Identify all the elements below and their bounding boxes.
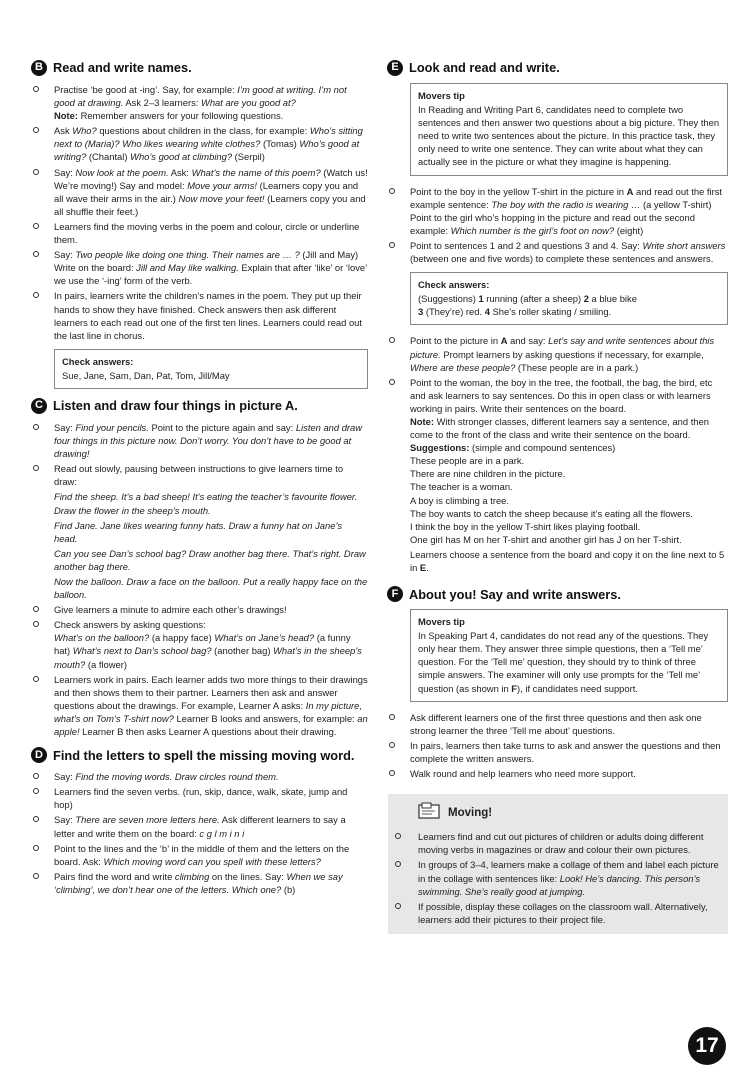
section-d xyxy=(32,747,368,896)
section-c-title: Listen and draw four things in picture A. xyxy=(53,398,298,414)
list-item: Learners find the moving verbs in the poem and colour, circle or underline them. xyxy=(32,220,368,246)
check-answers-box xyxy=(54,349,368,389)
list-item: In groups of 3–4, learners make a collage of them and label each picture in the collage with sentences like: Look! He’s dancing. This person’s swimming. She’s really good at jumping. xyxy=(394,858,722,897)
section-b-title: Read and write names. xyxy=(53,60,192,76)
list-item: Learners find the seven verbs. (run, skip, dance, walk, skate, jump and hop) xyxy=(32,785,368,811)
list-item: Learners work in pairs. Each learner adds two more things to their drawings and then shows them to their partner. Learners then ask and answer questions about the drawings. For example, Learner A asks: In my picture, what’s on Tom’s T-shirt now? Learner B looks and answers, for example: an apple! Learner B then asks Learner A questions about their drawing. xyxy=(32,673,368,738)
list-item: Learners find and cut out pictures of children or adults doing different moving verbs in magazines or draw and colour their own pictures. xyxy=(394,830,722,856)
list-item: Pairs find the word and write climbing on the lines. Say: When we say ‘climbing’, we don’t hear one of the letters. Which one? (b) xyxy=(32,870,368,896)
list-item: Check answers by asking questions: What’s on the balloon? (a happy face) What’s on Jane’s head? (a funny hat) What’s next to Dan’s school bag? (another bag) What’s in the sheep’s mouth? (a flower) xyxy=(32,618,368,670)
box-title: Movers tip xyxy=(418,90,465,101)
project-icon xyxy=(418,802,442,824)
sentence-line: There are nine children in the picture. xyxy=(410,468,566,480)
box-title: Movers tip xyxy=(418,616,465,628)
list-item: Give learners a minute to admire each other’s drawings! xyxy=(32,603,368,616)
instruction-line: Find Jane. Jane likes wearing funny hats. Draw a funny hat on Jane’s head. xyxy=(54,519,343,544)
sentence-line: These people are in a park. xyxy=(410,455,525,467)
sentence-line: The teacher is a woman. xyxy=(410,481,513,493)
moving-title: Moving! xyxy=(448,806,493,819)
section-e-heading xyxy=(387,60,728,76)
box-text: In Reading and Writing Part 6, candidates need to complete two sentences and then answer two questions about a big picture. They then need to write two sentences about the picture. In this practice task, they only need to write one sentence. They can write about what they can actually see in the picture or what they imagine is happening. xyxy=(418,104,720,168)
list-item: Ask Who? questions about children in the class, for example: Who’s sitting next to (Maria)? Who likes wearing white clothes? (Tomas) Who’s good at writing? (Chantal) Who’s good at climbing? (Serpil) xyxy=(32,124,368,163)
box-title: Check answers: xyxy=(418,279,490,291)
right-column xyxy=(388,58,728,934)
sentence-line: I think the boy in the yellow T-shirt likes playing football. xyxy=(410,520,641,532)
section-b-badge: B xyxy=(31,60,47,76)
moving-project-box xyxy=(388,794,728,934)
section-f-heading xyxy=(387,586,728,602)
section-c-heading xyxy=(31,398,368,414)
list-item: Ask different learners one of the first three questions and then ask one strong learner the three ‘Tell me about’ questions. xyxy=(388,711,728,737)
list-item: If possible, display these collages on the classroom wall. Alternatively, learners add their pictures to their project file. xyxy=(394,900,722,926)
list-item: Say: Find the moving words. Draw circles round them. xyxy=(32,770,368,783)
box-text: In Speaking Part 4, candidates do not read any of the questions. They only hear them. They answer three simple questions, then a ‘Tell me’ question. For the ‘Tell me’ question, they should try to think of three simple answers. The examiner will only use prompts for the ‘Tell me’ question (as shown in F), if candidates need support. xyxy=(418,630,709,694)
list-item: Point to the picture in A and say: Let’s say and write sentences about this picture. Prompt learners by asking questions if necessary, for example, Where are these people? (These people are in a park.) xyxy=(388,334,728,373)
section-b-heading xyxy=(31,60,368,76)
box-line: 3 (They’re) red. 4 She’s roller skating / smiling. xyxy=(418,306,612,318)
moving-heading xyxy=(418,802,722,824)
section-e xyxy=(388,60,728,574)
sentence-line: One girl has M on her T-shirt and another girl has J on her T-shirt. xyxy=(410,533,682,545)
section-f-badge: F xyxy=(387,586,403,602)
box-line: (Suggestions) 1 running (after a sheep) 2 a blue bike xyxy=(418,293,637,305)
left-column xyxy=(32,58,368,905)
sentence-line: A boy is climbing a tree. xyxy=(410,494,510,506)
box-title: Check answers: xyxy=(62,355,134,367)
instruction-line: Now the balloon. Draw a face on the balloon. Put a really happy face on the balloon. xyxy=(54,576,368,601)
section-f xyxy=(388,586,728,780)
list-item: Say: Find your pencils. Point to the picture again and say: Listen and draw four things in this picture now. Don’t worry. You don’t have to be good at drawing! xyxy=(32,421,368,460)
sentence-line: The boy wants to catch the sheep because it’s eating all the flowers. xyxy=(410,507,693,519)
list-item: In pairs, learners write the children’s names in the poem. They put up their hands to show they have finished. Check answers then ask different learners to each read out one of the first ten lines. Learners could read out the last line in chorus. xyxy=(32,289,368,341)
section-f-title: About you! Say and write answers. xyxy=(409,586,621,602)
list-item: Point to the boy in the yellow T-shirt in the picture in A and read out the first example sentence: The boy with the radio is wearing … (a yellow T-shirt) Point to the girl who’s hopping in the picture and read out the second example: Which number is the girl’s foot on now? (eight) xyxy=(388,185,728,237)
section-c xyxy=(32,398,368,738)
list-item: Point to sentences 1 and 2 and questions 3 and 4. Say: Write short answers (between one and five words) to complete these sentences and answers. xyxy=(388,239,728,265)
section-d-title: Find the letters to spell the missing moving word. xyxy=(53,747,355,763)
list-item: Read out slowly, pausing between instructions to give learners time to draw: Find the sheep. It’s a bad sheep! It’s eating the teacher’s favourite flower. Draw the flower in the sheep’s mouth. Find Jane. Jane likes wearing funny hats. Draw a funny hat on Jane’s head. Can you see Dan’s school bag? Draw another bag there. That’s right. Draw another bag there. Now the balloon. Draw a face on the balloon. Put a really happy face on the balloon. xyxy=(32,462,368,601)
instruction-line: Find the sheep. It’s a bad sheep! It’s eating the teacher’s favourite flower. Draw the flower in the sheep’s mouth. xyxy=(54,491,358,516)
list-item: In pairs, learners then take turns to ask and answer the questions and then complete the written answers. xyxy=(388,739,728,765)
page-number: 17 xyxy=(688,1027,726,1065)
list-item: Say: Two people like doing one thing. Their names are … ? (Jill and May) Write on the board: Jill and May like walking. Explain that after ‘like’ or ‘love’ we use the ‘-ing’ form of the verb. xyxy=(32,248,368,287)
list-item: Point to the woman, the boy in the tree, the football, the bag, the bird, etc and ask learners to say sentences. Do this in open class or with learners working in pairs. Write their sentences on the board. Note: With stronger classes, different learners say a sentence, and then come to the front of the class and write their sentence on the board. Suggestions: (simple and compound sentences) These people are in a park. There are nine children in the picture. The teacher is a woman. A boy is climbing a tree. The boy wants to catch the sheep because it’s eating all the flowers. I think the boy in the yellow T-shirt likes playing football. One girl has M on her T-shirt and another girl has J on her T-shirt. Learners choose a sentence from the board and copy it on the line next to 5 in E. xyxy=(388,376,728,574)
list-item: Say: There are seven more letters here. Ask different learners to say a letter and write them on the board: c g l m i n i xyxy=(32,813,368,839)
section-d-heading xyxy=(31,747,368,763)
section-e-badge: E xyxy=(387,60,403,76)
section-e-title: Look and read and write. xyxy=(409,60,560,76)
list-item: Point to the lines and the ‘b’ in the middle of them and the letters on the board. Ask: Which moving word can you spell with these letters? xyxy=(32,842,368,868)
section-c-badge: C xyxy=(31,398,47,414)
list-item: Walk round and help learners who need more support. xyxy=(388,767,728,780)
section-b xyxy=(32,60,368,389)
check-answers-box xyxy=(410,272,728,325)
section-d-badge: D xyxy=(31,747,47,763)
list-item: Practise ‘be good at -ing’. Say, for example: I’m good at writing. I’m not good at drawing. Ask 2–3 learners: What are you good at? Note: Remember answers for your following questions. xyxy=(32,83,368,122)
movers-tip-box xyxy=(410,609,728,702)
list-item: Say: Now look at the poem. Ask: What’s the name of this poem? (Watch us! We’re moving!) Say and model: Move your arms! (Learners copy you and all wave their arms in the air.) Now move your feet! (Learners copy you and all shuffle their feet.) xyxy=(32,166,368,218)
instruction-line: Can you see Dan’s school bag? Draw another bag there. That’s right. Draw another bag there. xyxy=(54,547,366,572)
box-text: Sue, Jane, Sam, Dan, Pat, Tom, Jill/May xyxy=(62,369,230,381)
movers-tip-box xyxy=(410,83,728,176)
